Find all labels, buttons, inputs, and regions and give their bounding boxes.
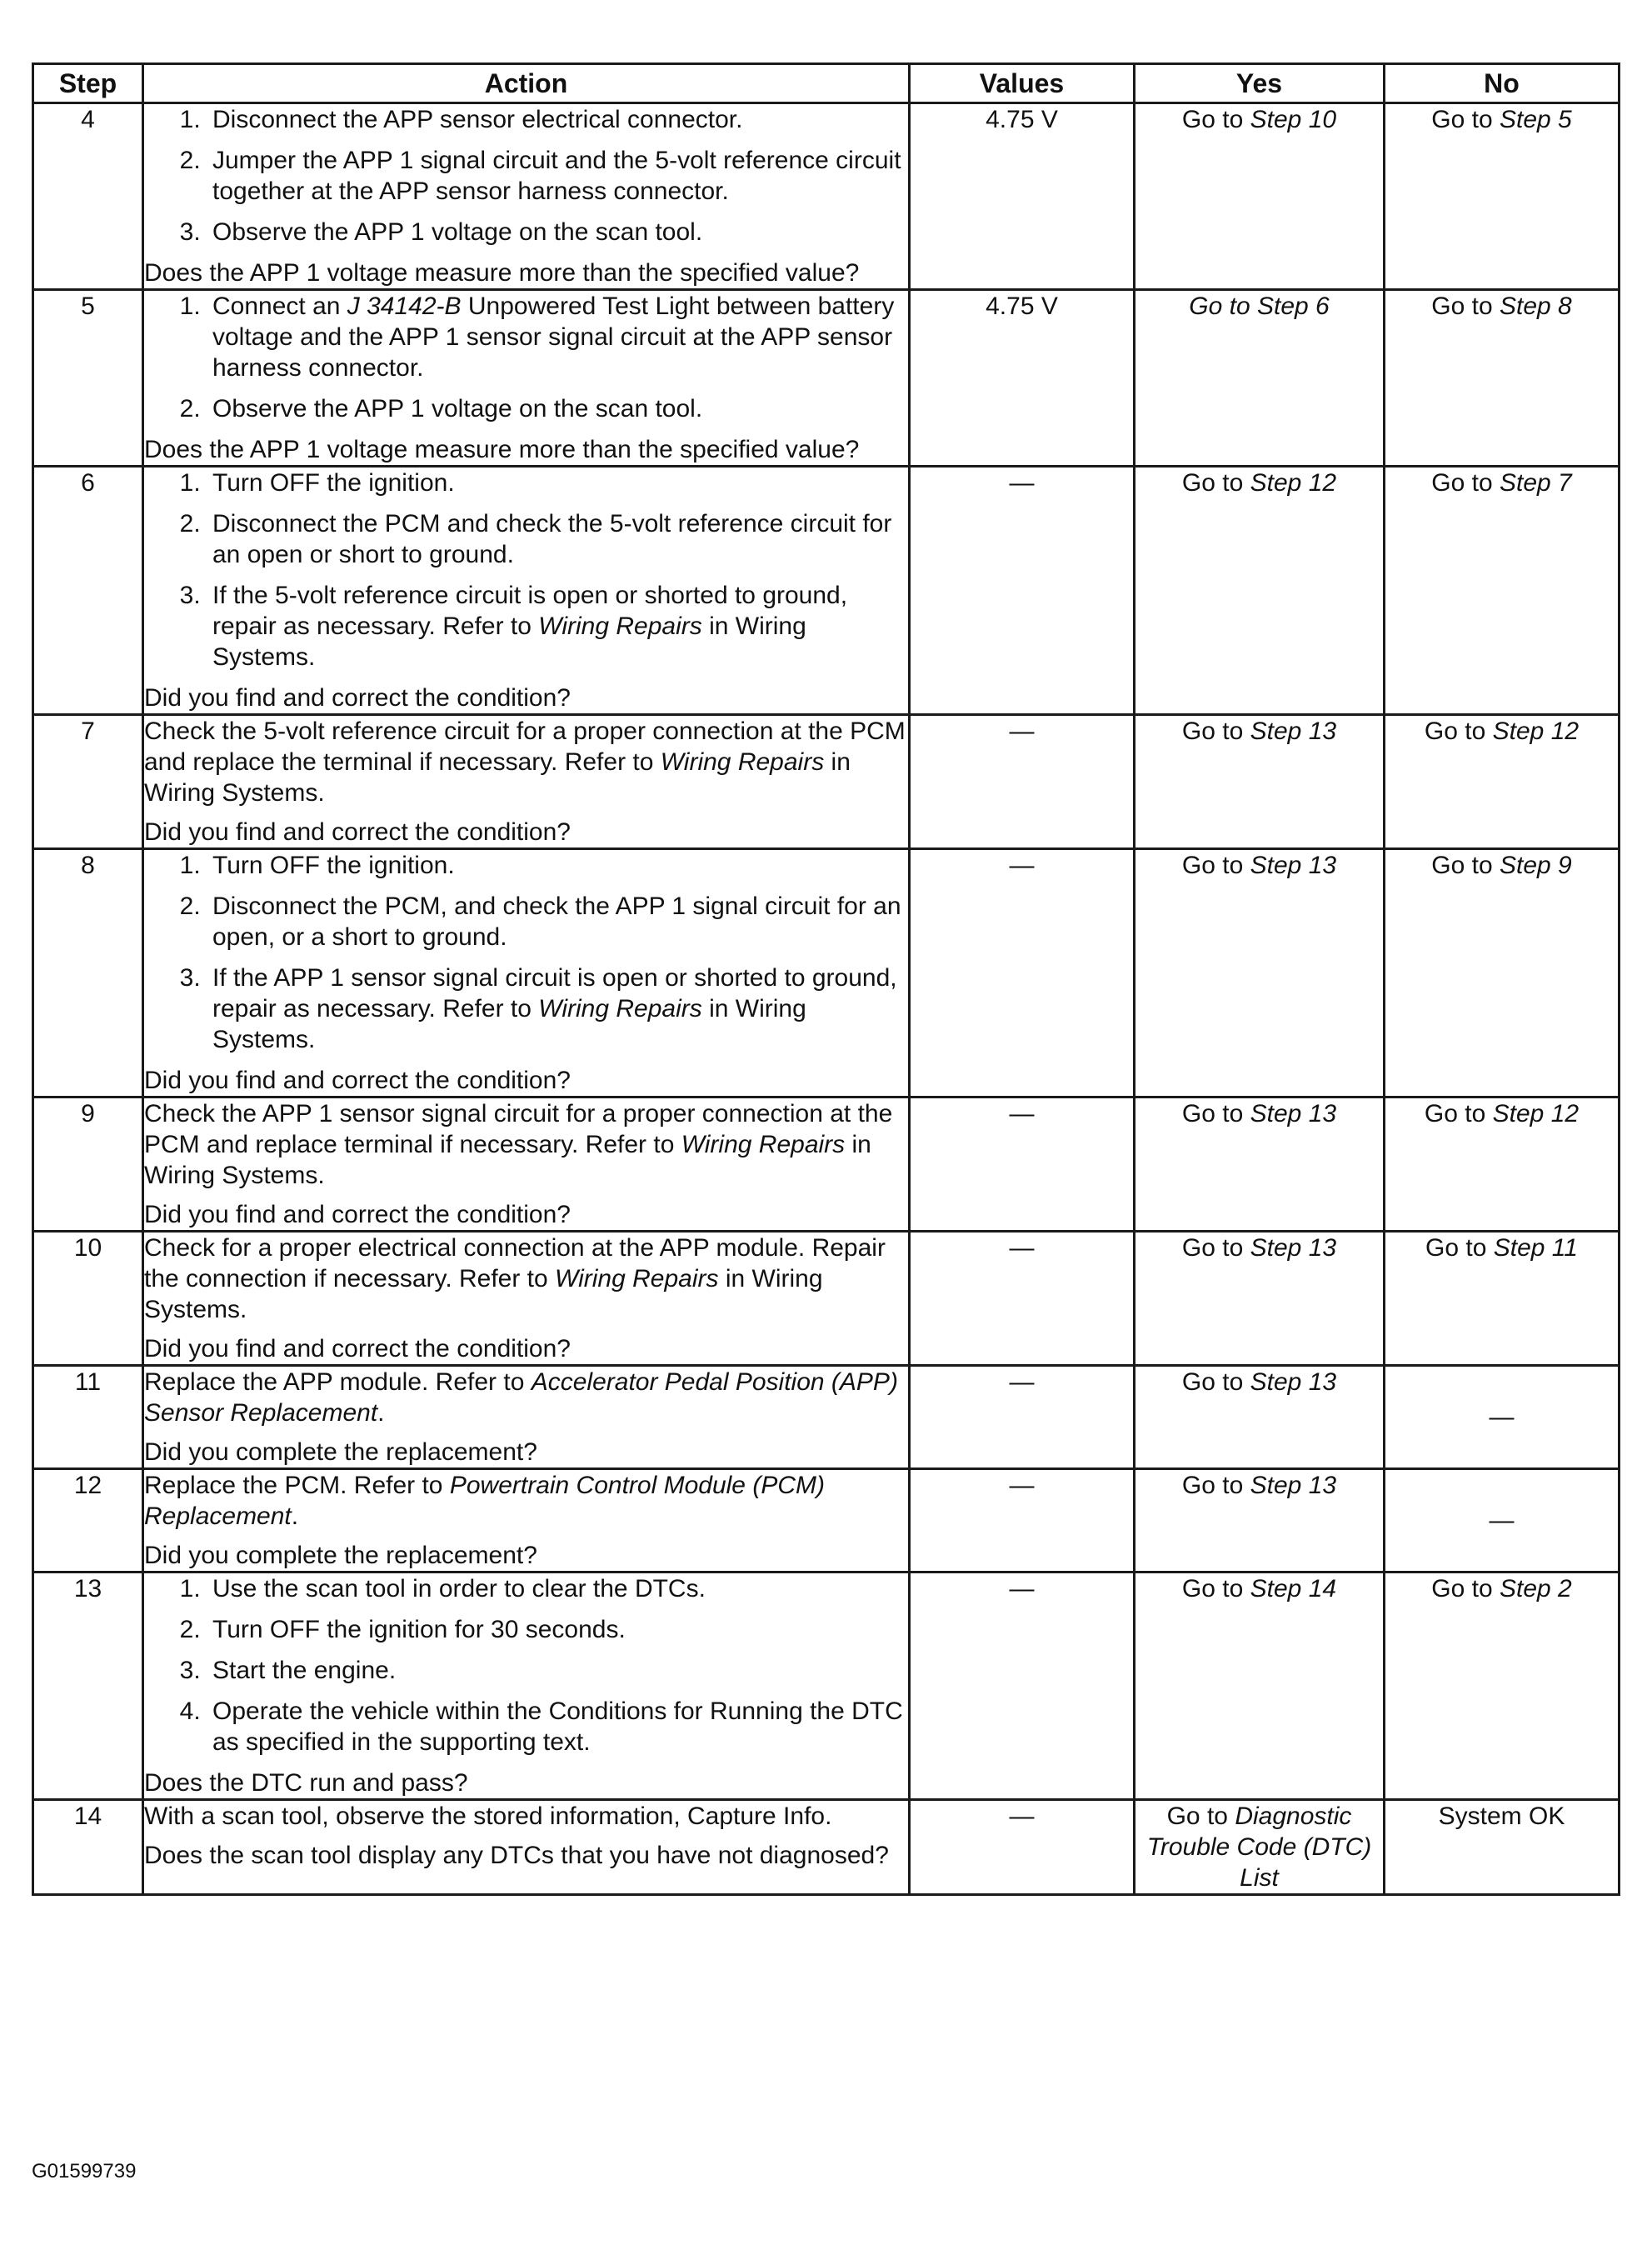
table-row-step-10 [33,1232,1620,1366]
step-number: 11 [33,1366,143,1469]
table-row-step-8 [33,849,1620,1098]
italic-text: Step 13 [1250,1368,1337,1396]
action-step-item [207,850,908,881]
action-steps-list [144,1573,908,1758]
no-result [1385,1402,1618,1432]
value-cell: 4.75 V [910,290,1135,467]
action-step-item [207,291,908,383]
italic-text: Step 2 [1499,1575,1572,1602]
italic-text: Step 13 [1250,1100,1337,1128]
action-question: Does the APP 1 voltage measure more than the specified value? [144,259,860,287]
italic-text: Go to Step 6 [1189,292,1330,320]
action-step-item [207,393,908,424]
value-cell: 4.75 V [910,103,1135,290]
text-run: Observe the APP 1 voltage on the scan tool. [212,395,703,422]
text-run: Go to [1181,1100,1250,1128]
no-result [1385,468,1618,498]
text-run: Go to [1181,718,1250,745]
action-cell [143,467,910,715]
italic-text: Step 13 [1250,718,1337,745]
yes-cell [1135,1232,1385,1366]
yes-result [1182,104,1336,135]
no-result [1385,850,1618,881]
table-row-step-11 [33,1366,1620,1469]
text-run: Go to [1431,852,1500,879]
yes-result [1182,1232,1336,1263]
header-no: No [1385,64,1620,103]
step-number: 9 [33,1098,143,1232]
action-cell [143,1572,910,1800]
text-run: Go to [1424,718,1493,745]
text-run: — [1489,1507,1515,1534]
value-cell: — [910,1098,1135,1232]
figure-id: G01599739 [32,2160,137,2182]
step-number: 4 [33,103,143,290]
text-run: Jumper the APP 1 signal circuit and the 5-volt reference circuit together at the APP sensor harness connector. [212,147,901,205]
no-result [1385,1232,1618,1263]
action-paragraph [144,1470,908,1532]
italic-text: Step 11 [1493,1234,1578,1262]
yes-result [1182,1470,1336,1501]
italic-text: Step 10 [1250,106,1337,133]
diagnostic-table-container [32,62,1618,1896]
action-question: Did you complete the replacement? [144,1542,537,1569]
text-run: Start the engine. [212,1657,397,1684]
value-cell: — [910,715,1135,849]
action-cell [143,1098,910,1232]
table-row-step-4 [33,103,1620,290]
text-run: Go to [1181,1575,1250,1602]
yes-cell [1135,103,1385,290]
action-steps-list [144,104,908,248]
text-run: Disconnect the APP sensor electrical connector. [212,106,743,133]
yes-cell [1135,1366,1385,1469]
text-run: Disconnect the PCM and check the 5-volt reference circuit for an open or short to ground. [212,510,892,568]
value-cell: — [910,1800,1135,1895]
action-cell [143,1232,910,1366]
no-cell [1385,849,1620,1098]
text-run: Go to [1181,469,1250,497]
yes-result [1182,1367,1336,1398]
action-question: Did you find and correct the condition? [144,1201,571,1228]
action-question: Did you find and correct the condition? [144,1335,571,1362]
yes-result [1135,1801,1383,1893]
action-cell [143,1366,910,1469]
text-run: Turn OFF the ignition. [212,852,455,879]
action-question: Did you find and correct the condition? [144,684,571,712]
text-run: . [291,1502,299,1530]
italic-text: Wiring Repairs [538,995,702,1022]
yes-result [1182,1098,1336,1129]
action-step-item [207,104,908,135]
action-question: Does the scan tool display any DTCs that you have not diagnosed? [144,1842,889,1869]
value-cell: — [910,1469,1135,1572]
text-run: With a scan tool, observe the stored information, Capture Info. [144,1802,832,1830]
italic-text: Step 14 [1250,1575,1337,1602]
table-body [33,103,1620,1895]
table-row-step-14 [33,1800,1620,1895]
action-step-item [207,217,908,248]
action-cell [143,1469,910,1572]
text-run: Go to [1181,1234,1250,1262]
action-question: Does the APP 1 voltage measure more than the specified value? [144,436,860,463]
action-question: Does the DTC run and pass? [144,1769,468,1797]
italic-text: Wiring Repairs [538,612,702,640]
text-run: Observe the APP 1 voltage on the scan tool. [212,218,703,246]
yes-cell [1135,1572,1385,1800]
text-run: If the APP 1 sensor signal circuit is open or shorted to ground, repair as necessary. Refer to [212,964,897,1022]
italic-text: Accelerator Pedal Position (APP) Sensor Replacement [144,1368,898,1427]
action-step-item [207,1696,908,1758]
text-run: System OK [1438,1802,1565,1830]
action-paragraph [144,1801,908,1832]
action-paragraph [144,1232,908,1325]
italic-text: Step 9 [1499,852,1572,879]
text-run: Replace the PCM. Refer to [144,1472,450,1499]
header-yes: Yes [1135,64,1385,103]
value-cell: — [910,1572,1135,1800]
yes-result [1182,850,1336,881]
text-run: Go to [1181,852,1250,879]
action-steps-list [144,291,908,424]
action-paragraph [144,716,908,808]
text-run: in Wiring Systems. [144,748,851,807]
italic-text: Step 13 [1250,852,1337,879]
text-run: Go to [1181,1368,1250,1396]
action-steps-list [144,850,908,1055]
step-number: 7 [33,715,143,849]
no-result [1385,1505,1618,1536]
text-run: Check the 5-volt reference circuit for a proper connection at the PCM and replace the terminal if necessary. Refer to [144,718,906,776]
text-run: in Wiring Systems. [212,612,806,671]
action-cell [143,849,910,1098]
no-result [1385,716,1618,747]
italic-text: Step 7 [1499,469,1572,497]
text-run: Use the scan tool in order to clear the DTCs. [212,1575,706,1602]
action-step-item [207,580,908,672]
header-step: Step [33,64,143,103]
text-run: . [377,1399,385,1427]
text-run: in Wiring Systems. [144,1265,823,1323]
no-cell [1385,1572,1620,1800]
yes-cell [1135,290,1385,467]
text-run: Check for a proper electrical connection at the APP module. Repair the connection if necessary. Refer to [144,1234,886,1292]
text-run: — [1489,1403,1515,1431]
text-run: Replace the APP module. Refer to [144,1368,532,1396]
action-step-item [207,962,908,1055]
no-result [1385,291,1618,322]
text-run: Disconnect the PCM, and check the APP 1 signal circuit for an open, or a short to ground. [212,892,901,951]
italic-text: Step 13 [1250,1234,1337,1262]
italic-text: Step 5 [1499,106,1572,133]
action-question: Did you find and correct the condition? [144,1067,571,1094]
step-number: 6 [33,467,143,715]
action-paragraph [144,1098,908,1191]
no-result [1385,104,1618,135]
yes-cell [1135,1098,1385,1232]
no-cell [1385,1366,1620,1469]
text-run: in Wiring Systems. [212,995,806,1053]
action-question: Did you complete the replacement? [144,1438,537,1466]
no-cell [1385,103,1620,290]
text-run: Go to [1431,292,1500,320]
action-step-item [207,508,908,570]
header-values: Values [910,64,1135,103]
step-number: 12 [33,1469,143,1572]
text-run: Go to [1431,106,1500,133]
no-cell [1385,467,1620,715]
text-run: Go to [1181,1472,1250,1499]
table-row-step-6 [33,467,1620,715]
yes-result [1182,1573,1336,1604]
value-cell: — [910,1366,1135,1469]
text-run: Go to [1166,1802,1235,1830]
action-step-item [207,468,908,498]
action-cell [143,715,910,849]
text-run: Connect an [212,292,347,320]
text-run: Go to [1424,1100,1493,1128]
action-question: Did you find and correct the condition? [144,818,571,846]
text-run: Operate the vehicle within the Conditions for Running the DTC as specified in the supporting text. [212,1698,903,1756]
italic-text: Step 12 [1492,1100,1580,1128]
text-run: Go to [1431,469,1500,497]
text-run: Turn OFF the ignition. [212,469,455,497]
table-row-step-13 [33,1572,1620,1800]
action-paragraph [144,1367,908,1428]
no-cell [1385,1098,1620,1232]
italic-text: Wiring Repairs [555,1265,719,1292]
yes-result [1182,468,1336,498]
no-cell [1385,715,1620,849]
value-cell: — [910,849,1135,1098]
text-run: Go to [1181,106,1250,133]
value-cell: — [910,467,1135,715]
table-header-row [33,64,1620,103]
yes-cell [1135,1469,1385,1572]
italic-text: Wiring Repairs [660,748,825,776]
header-action: Action [143,64,910,103]
step-number: 5 [33,290,143,467]
italic-text: Wiring Repairs [681,1131,846,1158]
yes-cell [1135,467,1385,715]
table-row-step-7 [33,715,1620,849]
yes-cell [1135,1800,1385,1895]
action-steps-list [144,468,908,672]
no-cell [1385,1800,1620,1895]
italic-text: Diagnostic Trouble Code (DTC) List [1146,1802,1372,1892]
italic-text: Powertrain Control Module (PCM) Replacement [144,1472,825,1530]
italic-text: Step 12 [1250,469,1337,497]
action-step-item [207,891,908,952]
no-result [1385,1098,1618,1129]
no-cell [1385,290,1620,467]
no-cell [1385,1232,1620,1366]
text-run: If the 5-volt reference circuit is open or shorted to ground, repair as necessary. Refer to [212,582,848,640]
step-number: 8 [33,849,143,1098]
italic-text: J 34142-B [347,292,462,320]
no-result [1385,1573,1618,1604]
italic-text: Step 13 [1250,1472,1337,1499]
step-number: 14 [33,1800,143,1895]
step-number: 13 [33,1572,143,1800]
yes-result [1182,716,1336,747]
yes-result [1189,291,1329,322]
text-run: Check the APP 1 sensor signal circuit for a proper connection at the PCM and replace terminal if necessary. Refer to [144,1100,893,1158]
action-cell [143,290,910,467]
no-cell [1385,1469,1620,1572]
table-row-step-12 [33,1469,1620,1572]
value-cell: — [910,1232,1135,1366]
action-step-item [207,1655,908,1686]
action-step-item [207,1573,908,1604]
italic-text: Step 12 [1492,718,1580,745]
yes-cell [1135,849,1385,1098]
text-run: Unpowered Test Light between battery voltage and the APP 1 sensor signal circuit at the APP sensor harness connector. [212,292,895,382]
table-row-step-5 [33,290,1620,467]
text-run: Go to [1431,1575,1500,1602]
no-result [1385,1801,1618,1832]
action-step-item [207,1614,908,1645]
action-step-item [207,145,908,207]
italic-text: Step 8 [1499,292,1572,320]
text-run: Turn OFF the ignition for 30 seconds. [212,1616,626,1643]
action-cell [143,103,910,290]
diagnostic-table [32,62,1620,1896]
text-run: in Wiring Systems. [144,1131,871,1189]
yes-cell [1135,715,1385,849]
action-cell [143,1800,910,1895]
text-run: Go to [1425,1234,1494,1262]
step-number: 10 [33,1232,143,1366]
table-row-step-9 [33,1098,1620,1232]
